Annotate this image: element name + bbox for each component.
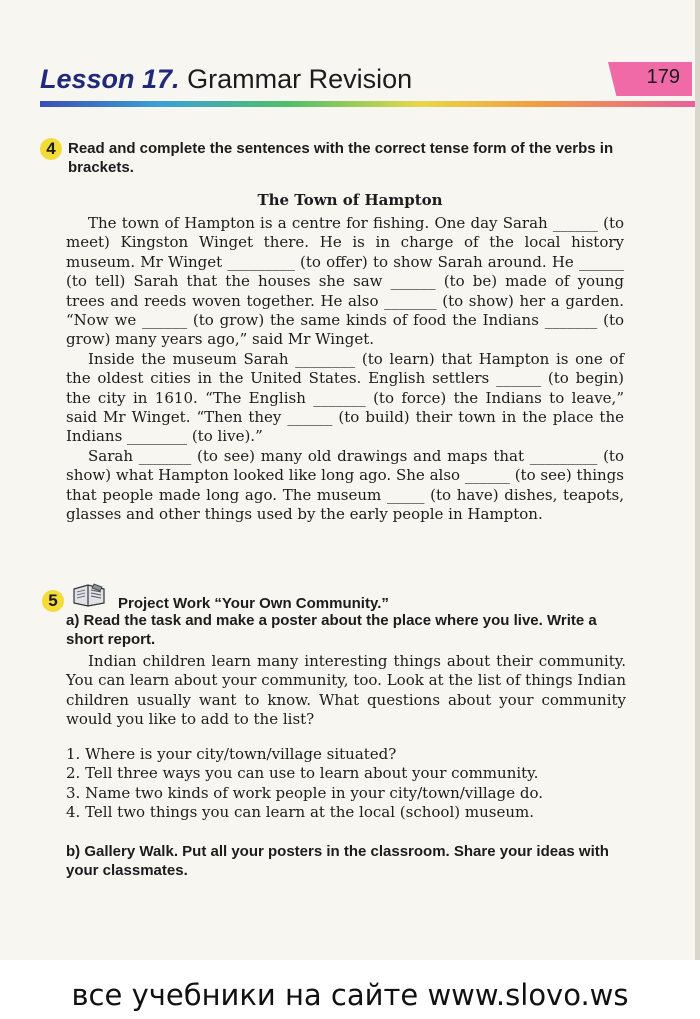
list-item: 2. Tell three ways you can use to learn about your community. [66,764,539,783]
rainbow-divider [40,101,695,107]
book-icon [72,583,106,607]
question-list [66,745,626,823]
lesson-heading [40,64,412,95]
task-b-instruction: b) Gallery Walk. Put all your posters in the classroom. Share your ideas with your classmates. [66,843,609,879]
story-title: The Town of Hampton [257,191,443,209]
exercise-4-instruction: Read and complete the sentences with the correct tense form of the verbs in brackets. [68,140,614,176]
exercise-4-badge: 4 [40,138,62,160]
task-intro-text: Indian children learn many interesting things about their community. You can learn about your community, too. Look at the list of things Indian children usually want to know. What questions about your community would you like to add to the list? [66,652,626,729]
story-paragraph-1: The town of Hampton is a centre for fishing. One day Sarah ______ (to meet) Kingston Winget there. He is in charge of the local history museum. Mr Winget _________ (to offer) to show Sarah around. He ______ (to tell) Sarah that the houses she saw ______ (to be) made of young trees and reeds woven together. He also _______ (to show) her a garden. “Now we ______ (to grow) the same kinds of food the Indians _______ (to grow) many years ago,” said Mr Winget. [66,214,624,349]
lesson-title: Grammar Revision [187,64,413,94]
task-a-instruction: a) Read the task and make a poster about the place where you live. Write a short report. [66,612,597,648]
lesson-number: Lesson 17. [40,64,180,94]
page-edge [695,0,700,960]
story-text [66,214,624,525]
story-paragraph-3: Sarah _______ (to see) many old drawings and maps that _________ (to show) what Hampton looked like long ago. She also ______ (to see) things that people made long ago. The museum _____ (to have) dishes, teapots, glasses and other things used by the early people in Hampton. [66,446,624,524]
project-title: Project Work “Your Own Community.” [118,595,389,612]
page-number: 179 [646,66,680,88]
list-item: 4. Tell two things you can learn at the local (school) museum. [66,803,534,822]
exercise-5-badge: 5 [42,590,64,612]
story-paragraph-2: Inside the museum Sarah ________ (to learn) that Hampton is one of the oldest cities in the United States. English settlers ______ (to begin) the city in 1610. “The English _______ (to force) the Indians to leave,” said Mr Winget. “Then they ______ (to build) their town in the place the Indians ________ (to live).” [66,349,624,446]
list-item: 3. Name two kinds of work people in your city/town/village do. [66,783,543,802]
site-footer-text: все учебники на сайте www.slovo.ws [71,978,629,1012]
list-item: 1. Where is your city/town/village situated? [66,745,397,763]
